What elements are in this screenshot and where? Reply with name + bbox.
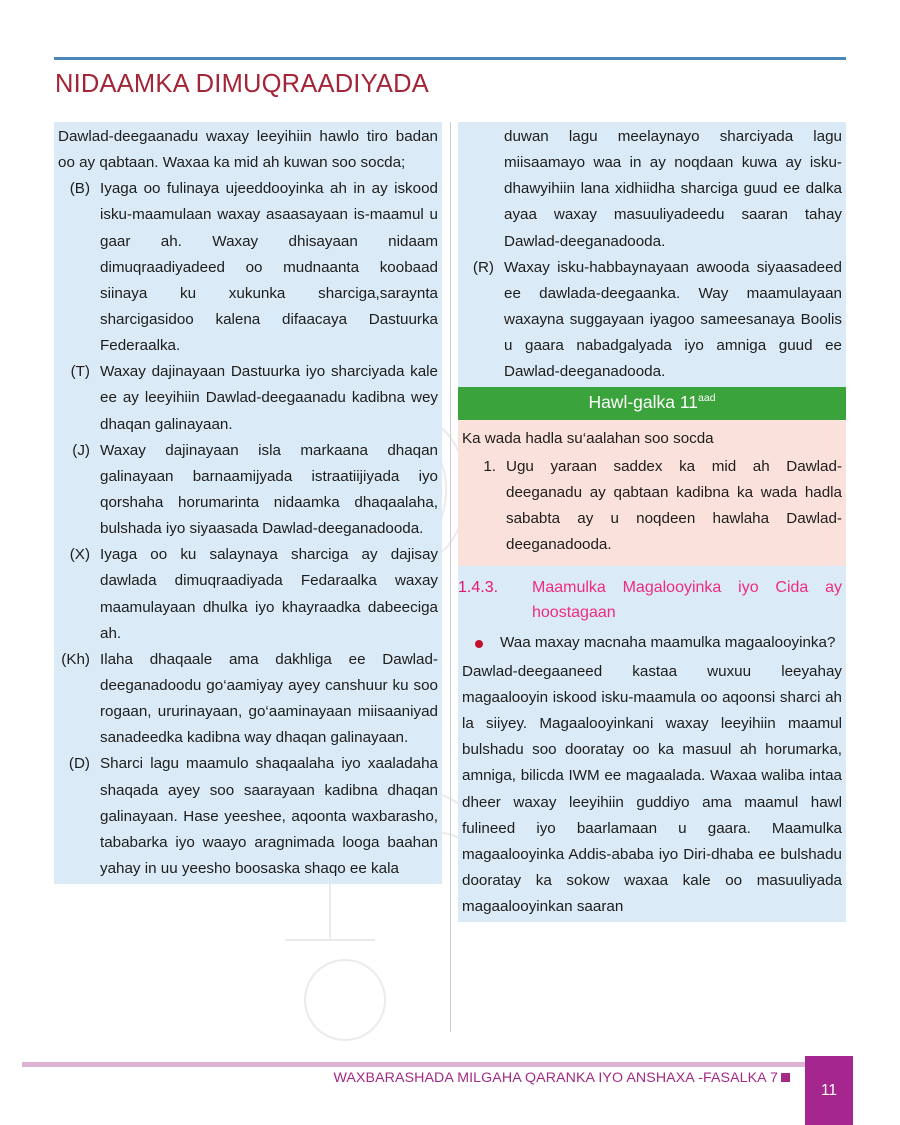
activity-question [458, 454, 846, 567]
list-item-label: (D) [68, 755, 90, 773]
bullet-question [458, 628, 846, 659]
activity-question-number: 1. [483, 457, 496, 475]
list-item-label: (Kh) [61, 650, 90, 668]
list-item-label: (X) [69, 546, 90, 564]
section-block [458, 566, 846, 922]
list-item-text: Waxay dajinayaan Dastuurka iyo sharciyada kale ee ay leeyihiin Dawlad-deegaanadu kadibna wey dhaqan galinayaan. [100, 363, 438, 433]
activity-banner [458, 387, 846, 419]
list-item-text: Sharci lagu maamulo shaqaalaha iyo xaaladaha shaqada ayey soo saarayaan kadibna dhaqan galinayaan. Hase yeeshee, aqoonta waxbarasho, tababarka iyo waayo aragnimada looga baahan yahay in uu yeesho boosaska shaqo ee kala [100, 755, 438, 877]
list-item-text: Waxay dajinayaan isla markaana dhaqan galinayaan barnaamijyada istraatiijiyada iyo qorshaha horumarinta nidaamka dhaqaalaha, bulshada iyo siyaasada Dawlad-deeganadooda. [100, 441, 438, 538]
list-item [54, 359, 442, 437]
activity-banner-label: Hawl-galka 11 [588, 392, 699, 413]
page-number-badge [805, 1056, 853, 1125]
continued-text: duwan lagu meelaynayo sharciyada lagu miisaamayo waa in ay noqdaan kuwa ay isku-dhawyihiin lana xidhiidha sharciga guud ee dalka ayaa waxay masuuliyadeedu saaran tahay Dawlad-deeganadooda. [504, 128, 842, 250]
list-item-text: Ilaha dhaqaale ama dakhliga ee Dawlad-deeganadoodu go‘aamiyay ayey canshuur ku soo rogaan, ururinayaan, go‘aaminayaan miisaaniyad sanadeedka kadibna way dhaqan galinayaan. [100, 650, 438, 747]
left-intro-paragraph: Dawlad-deegaanadu waxay leeyihiin hawlo tiro badan oo ay qabtaan. Waxaa ka mid ah kuwan soo socda; [58, 128, 438, 172]
section-number: 1.4.3. [458, 579, 499, 597]
footer-divider-rule [22, 1062, 818, 1067]
top-divider-rule [54, 57, 846, 60]
section-body-paragraph: Dawlad-deegaaneed kastaa wuxuu leeyahay magaalooyin iskood isku-maamula oo aqoonsi sharci ah la siiyey. Magaalooyinkani waxay leeyihiin maamul bulshadu soo dooratay oo ka masuul ah horumarka, amniga, bilicda IWM ee magaalada. Waxaa waliba intaa dheer waxay leeyihiin guddiyo ama maamul hawl fulineed iyo baarlamaan u gaara. Maamulka magaalooyinka Addis-ababa iyo Diri-dhaba ee bulshadu dooratay ka sokow waxaa kale oo masuuliyada magaalooyinkan saaran [462, 662, 842, 916]
right-column [458, 122, 846, 1032]
left-column [54, 122, 442, 1032]
list-item-label: (B) [69, 180, 90, 198]
list-item [54, 647, 442, 752]
list-item-label: (J) [72, 441, 90, 459]
section-title: Maamulka Magalooyinka iyo Cida ay hoostagaan [532, 579, 842, 621]
continued-paragraph [458, 124, 846, 255]
activity-questions-block [458, 420, 846, 566]
footer-square-marker [781, 1073, 790, 1082]
list-item [54, 438, 442, 543]
activity-intro: Ka wada hadla su‘aalahan soo socda [462, 429, 714, 447]
bullet-question-text: Waa maxay macnaha maamulka magaalooyinka? [500, 633, 836, 651]
right-continued-block [458, 122, 846, 387]
column-divider [450, 122, 451, 1032]
two-column-body [54, 122, 846, 1032]
list-item [54, 542, 442, 647]
list-item [458, 255, 846, 386]
list-item-text: Iyaga oo fulinaya ujeeddooyinka ah in ay iskood isku-maamulaan waxay asaasayaan is-maamul u gaar ah. Waxay dhisayaan nidaam dimuqraadiyadeed oo mudnaanta koobaad siinaya ku xukunka sharciga,saraynta sharcigasidoo kalena difaacaya Dastuurka Federaalka. [100, 180, 438, 355]
list-item-label: (R) [472, 258, 494, 276]
page-number: 11 [820, 1081, 838, 1099]
list-item-label: (T) [70, 363, 90, 381]
left-content-block [54, 122, 442, 884]
activity-banner-ordinal-suffix: aad [698, 392, 716, 405]
page-title: NIDAAMKA DIMUQRAADIYADA [55, 70, 429, 98]
activity-question-text: Ugu yaraan saddex ka mid ah Dawlad-deeganadu ay qabtaan kadibna ka wada hadla sababta ay u noqdeen hawlaha Dawlad-deeganadooda. [506, 457, 842, 553]
footer-title-text: WAXBARASHADA MILGAHA QARANKA IYO ANSHAXA -FASALKA 7 [333, 1070, 778, 1086]
continuation-indent [458, 124, 504, 255]
section-heading [458, 568, 846, 628]
list-item [54, 751, 442, 882]
list-item-text: Iyaga oo ku salaynaya sharciga ay dajisay dawlada dimuqraadiyada Fedaraalka waxay maamulayaan dhulka iyo khayraadka dabeeciga ah. [100, 546, 438, 642]
footer-title [0, 1070, 790, 1086]
list-item [54, 176, 442, 359]
bullet-dot-icon [458, 630, 500, 657]
list-item-text: Waxay isku-habbaynayaan awooda siyaasadeed ee dawlada-deegaanka. Way maamulayaan waxayna suggayaan iyagoo sameesanaya Boolis u gaara nabadgalyada iyo amniga guud ee Dawlad-deeganadooda. [504, 258, 842, 381]
